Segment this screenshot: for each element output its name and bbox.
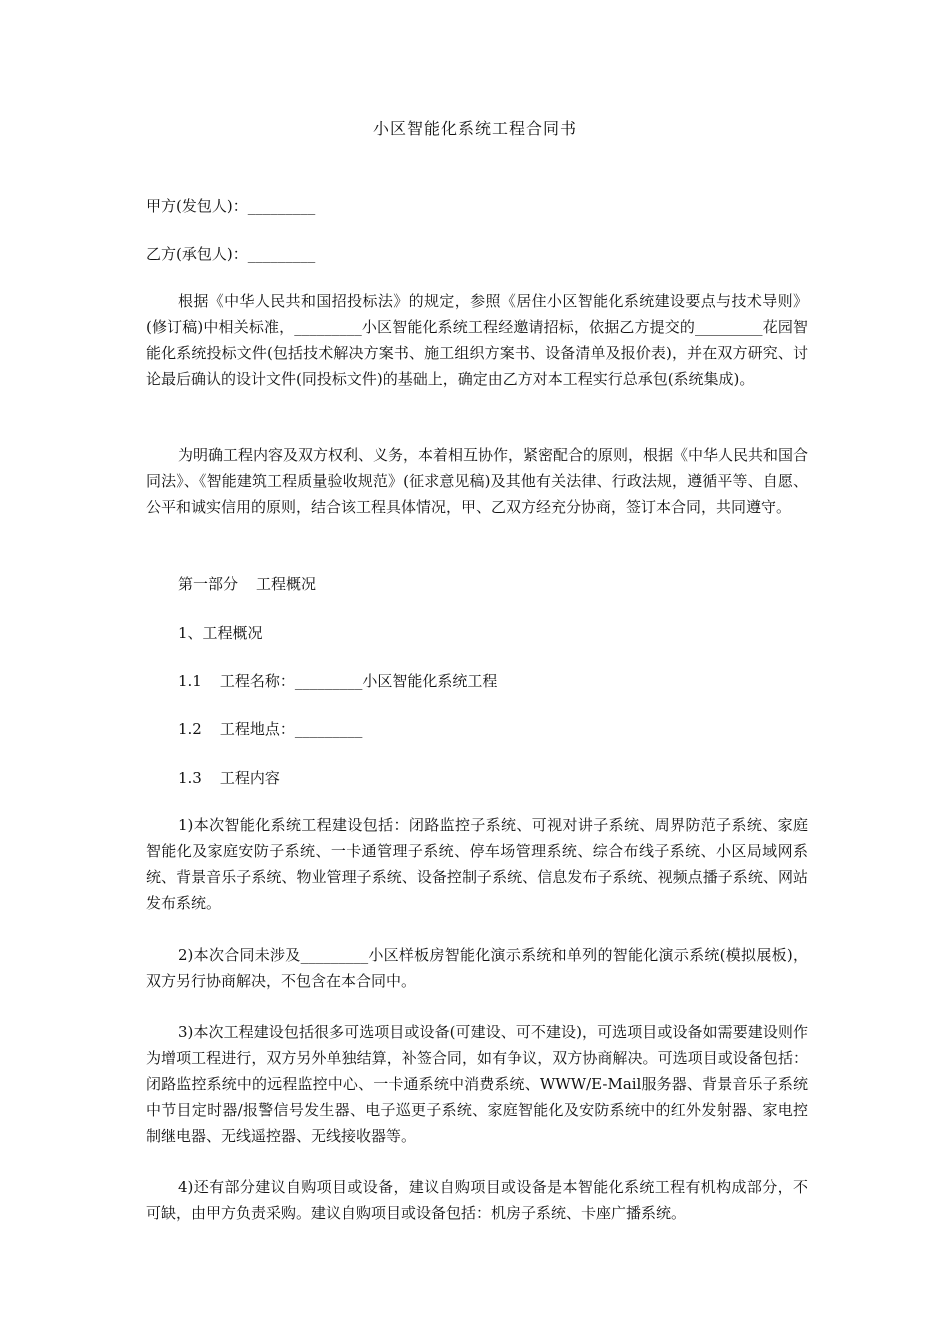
party-b-line bbox=[146, 243, 315, 264]
item-1-2-label: 工程地点： bbox=[219, 720, 295, 738]
part1-title: 工程概况 bbox=[256, 575, 317, 593]
intro-paragraph-2: 为明确工程内容及双方权利、义务，本着相互协作，紧密配合的原则，根据《中华人民共和国合同法》、《智能建筑工程质量验收规范》(征求意见稿)及其他有关法律、行政法规，遵循平等、自愿、公平和诚实信用的原则，结合该工程具体情况，甲、乙双方经充分协商，签订本合同，共同遵守。 bbox=[146, 446, 809, 516]
party-a-label: 甲方(发包人)： bbox=[146, 197, 248, 215]
party-a-line bbox=[146, 195, 315, 216]
section1-heading: 1、工程概况 bbox=[178, 624, 263, 642]
document-title: 小区智能化系统工程合同书 bbox=[372, 119, 577, 138]
intro-paragraph-1: 根据《中华人民共和国招投标法》的规定，参照《居住小区智能化系统建设要点与技术导则》(修订稿)中相关标准，_________小区智能化系统工程经邀请招标，依据乙方提交的_________花园智能化系统投标文件(包括技术解决方案书、施工组织方案书、设备清单及报价表)，并在双方研究、讨论最后确认的设计文件(同投标文件)的基础上，确定由乙方对本工程实行总承包(系统集成)。 bbox=[146, 292, 808, 388]
party-b-label: 乙方(承包人)： bbox=[146, 245, 248, 263]
item-1-1-suffix: 小区智能化系统工程 bbox=[362, 672, 498, 690]
item-1-3-label: 工程内容 bbox=[219, 769, 280, 787]
item-1-1-number: 1.1 bbox=[178, 672, 202, 690]
item-1-1 bbox=[178, 670, 497, 691]
content-item-2: 2)本次合同未涉及_________小区样板房智能化演示系统和单列的智能化演示系统(模拟展板)，双方另行协商解决，不包含在本合同中。 bbox=[146, 946, 808, 990]
item-1-1-blank: _________ bbox=[294, 672, 363, 690]
item-1-1-label: 工程名称： bbox=[219, 672, 295, 690]
party-a-blank: _________ bbox=[247, 197, 316, 215]
content-item-1: 1)本次智能化系统工程建设包括：闭路监控子系统、可视对讲子系统、周界防范子系统、家庭智能化及家庭安防子系统、一卡通管理子系统、停车场管理系统、综合布线子系统、小区局域网系统、背景音乐子系统、物业管理子系统、设备控制子系统、信息发布子系统、视频点播子系统、网站发布系统。 bbox=[146, 816, 808, 912]
item-1-2-blank: _________ bbox=[294, 720, 363, 738]
item-1-3-number: 1.3 bbox=[178, 769, 202, 787]
content-item-3: 3)本次工程建设包括很多可选项目或设备(可建设、可不建设)，可选项目或设备如需要建设则作为增项工程进行，双方另外单独结算，补签合同，如有争议，双方协商解决。可选项目或设备包括：闭路监控系统中的远程监控中心、一卡通系统中消费系统、WWW/E-Mail服务器、背景音乐子系统中节目定时器/报警信号发生器、电子巡更子系统、家庭智能化及安防系统中的红外发射器、家电控制继电器、无线遥控器、无线接收器等。 bbox=[146, 1023, 808, 1145]
party-b-blank: _________ bbox=[247, 245, 316, 263]
part1-heading bbox=[178, 573, 316, 594]
content-item-4: 4)还有部分建议自购项目或设备，建议自购项目或设备是本智能化系统工程有机构成部分，不可缺，由甲方负责采购。建议自购项目或设备包括：机房子系统、卡座广播系统。 bbox=[146, 1178, 808, 1222]
part1-label: 第一部分 bbox=[178, 575, 239, 593]
item-1-3 bbox=[178, 767, 280, 788]
item-1-2 bbox=[178, 718, 362, 739]
item-1-2-number: 1.2 bbox=[178, 720, 202, 738]
